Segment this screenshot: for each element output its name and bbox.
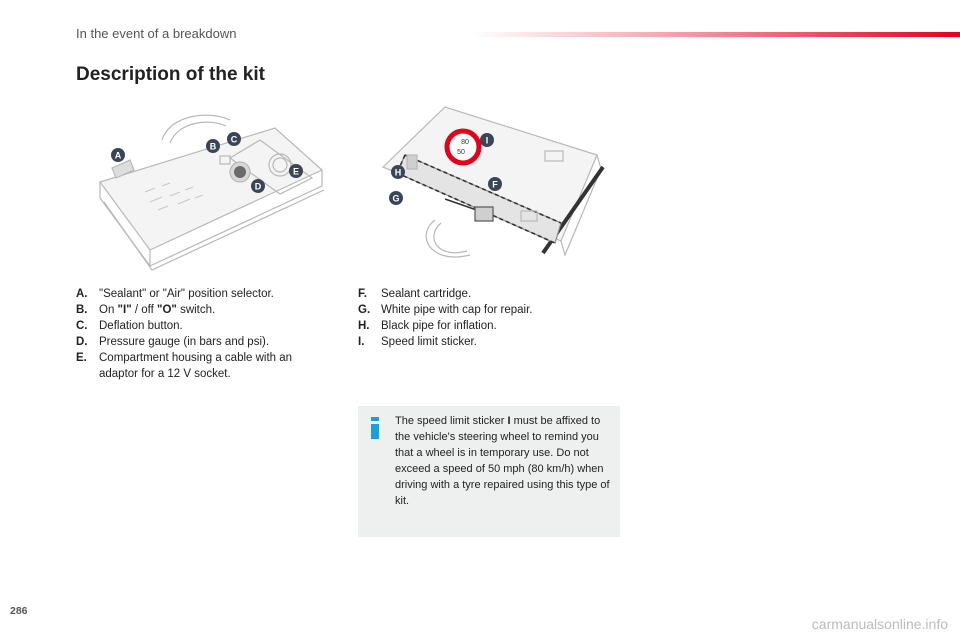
svg-text:H: H: [394, 167, 402, 178]
callout-f: [488, 177, 502, 191]
legend-item-a: A. "Sealant" or "Air" position selector.: [76, 288, 274, 300]
legend-item-g: G. White pipe with cap for repair.: [358, 304, 533, 316]
kit-underside-illustration: [375, 95, 615, 270]
callout-b: [206, 139, 220, 153]
legend-item-c: C. Deflation button.: [76, 320, 183, 332]
callout-g: [389, 191, 403, 205]
svg-text:E: E: [292, 166, 300, 177]
svg-text:I: I: [485, 135, 489, 146]
callout-e: [289, 164, 303, 178]
header-accent-bar: [470, 32, 960, 37]
info-icon: [369, 417, 381, 439]
legend-right: [358, 286, 598, 350]
svg-text:D: D: [254, 181, 262, 192]
svg-text:F: F: [492, 179, 498, 190]
callout-c: [227, 132, 241, 146]
legend-item-e: E. Compartment housing a cable with an adaptor for a 12 V socket.: [76, 352, 293, 380]
legend-item-f: F. Sealant cartridge.: [358, 288, 472, 300]
svg-text:C: C: [230, 134, 238, 145]
legend-item-h: H. Black pipe for inflation.: [358, 320, 497, 332]
callout-a: [111, 148, 125, 162]
callout-i: [480, 133, 494, 147]
callout-d: [251, 179, 265, 193]
legend-item-b: B. On "I" / off "O" switch.: [76, 304, 216, 316]
legend-item-d: D. Pressure gauge (in bars and psi).: [76, 336, 270, 348]
info-note: [358, 406, 620, 537]
section-title: Description of the kit: [76, 64, 265, 85]
watermark: carmanualsonline.info: [811, 616, 948, 632]
svg-text:G: G: [392, 193, 400, 204]
kit-compressor-illustration: [90, 110, 340, 280]
svg-text:80: 80: [461, 139, 469, 146]
callout-h: [391, 165, 405, 179]
svg-text:B: B: [209, 141, 217, 152]
info-note-text: The speed limit sticker I must be affixed to the vehicle's steering wheel to remind you that a wheel is in temporary use. Do not exceed a speed of 50 mph (80 km/h) when driving with a tyre repaired using this type of kit.: [395, 415, 610, 507]
speed-limit-sticker: [447, 131, 479, 163]
svg-text:50: 50: [457, 149, 465, 156]
svg-text:A: A: [114, 150, 122, 161]
header-title: In the event of a breakdown: [76, 26, 237, 41]
page-number: 286: [10, 605, 28, 617]
legend-left: [76, 286, 316, 382]
legend-item-i: I. Speed limit sticker.: [358, 336, 477, 348]
